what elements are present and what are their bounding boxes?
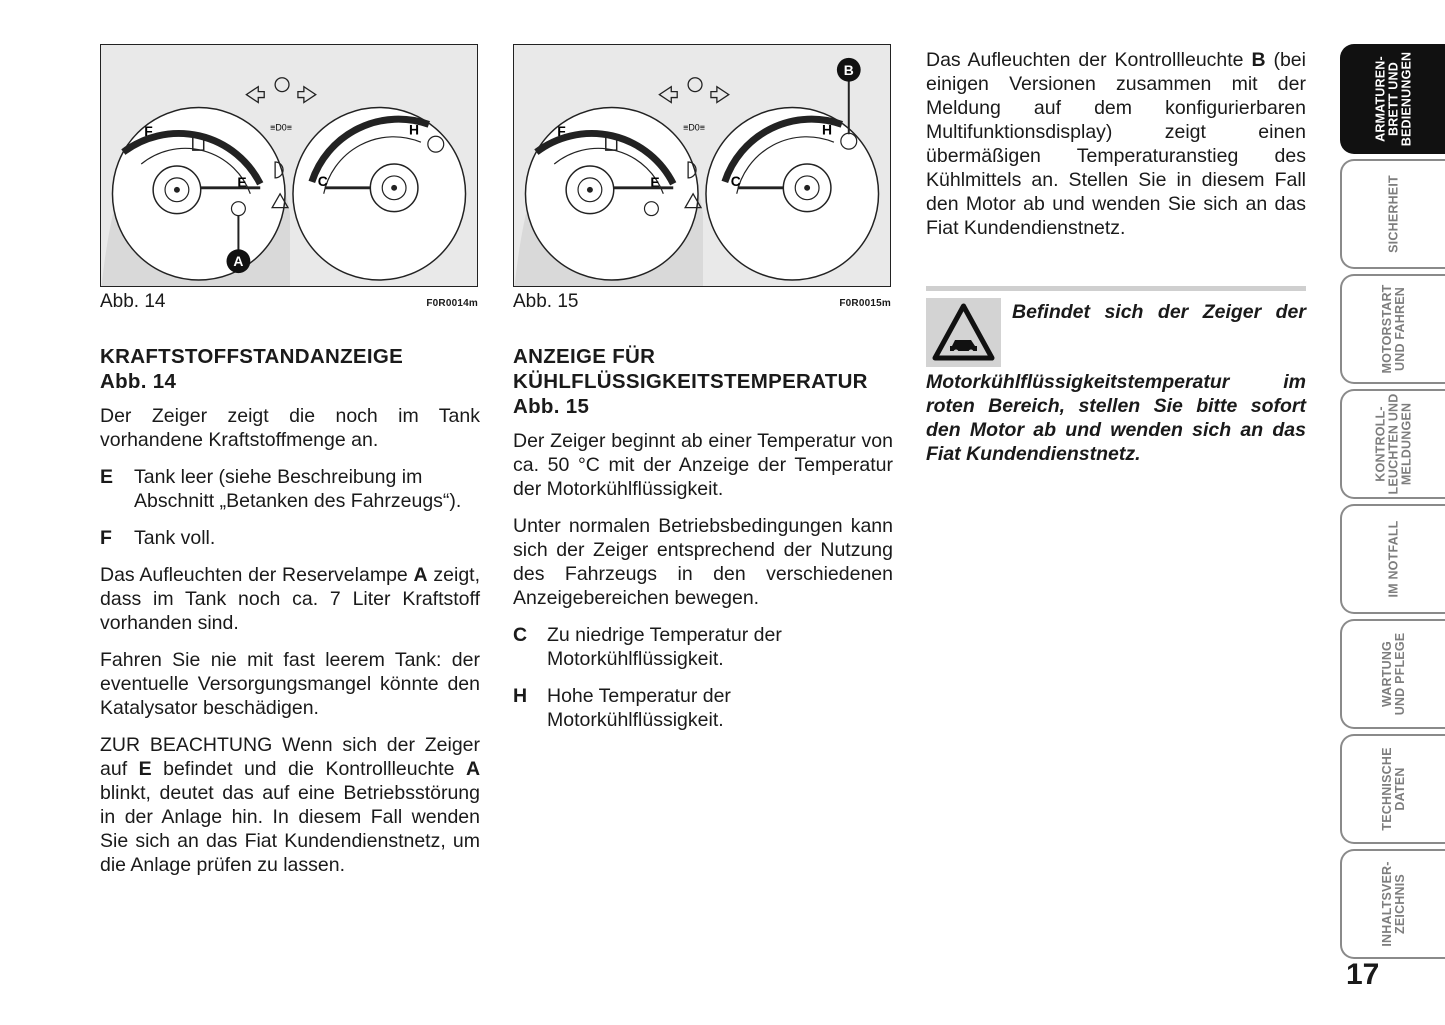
figure-caption [100,290,478,312]
left-arrow-icon [659,87,677,103]
paragraph: Der Zeiger zeigt die noch im Tank vorhandene Kraftstoffmenge an. [100,405,480,451]
section-heading: ANZEIGE FÜR KÜHLFLÜSSIGKEITSTEMPERATUR Abb. 15 [513,345,868,418]
svg-text:≡D0≡: ≡D0≡ [683,122,705,133]
reserve-warning-lamp [231,202,245,216]
tab-motorstart[interactable]: MOTORSTART UND FAHREN [1340,274,1445,384]
callout-a: A [233,253,244,270]
figure-code: F0R0014m [426,298,478,309]
note-paragraph: ZUR BEACHTUNG Wenn sich der Zeiger auf E befindet und die Kontrollleuchte A blinkt, deutet das auf eine Betriebsstörung in der Anlage hin. In diesem Fall wenden Sie sich an das Fiat Kundendienstnetz, um die Anlage prüfen zu lassen. [100,734,481,876]
section-heading: KRAFTSTOFFSTANDANZEIGE Abb. 14 [100,345,404,393]
paragraph: Fahren Sie nie mit fast leerem Tank: der eventuelle Versorgungsmangel könnte den Katalysator beschädigen. [100,649,480,719]
section-fuel [100,344,480,890]
temp-cold-mark: C [317,172,328,189]
temp-hot-mark: H [822,121,833,138]
right-arrow-icon [711,87,729,103]
right-arrow-icon [298,87,316,103]
figure-label: Abb. 14 [100,291,166,312]
coolant-warning-lamp [841,133,857,149]
fuel-full-mark: F [144,123,153,140]
tab-kontrollleuchten[interactable]: KONTROLL- LEUCHTEN UND MELDUNGEN [1340,389,1445,499]
list-item: C Zu niedrige Temperatur der Motorkühlflüssigkeit. [513,624,782,670]
section-temperature [513,344,893,745]
svg-text:≡D0≡: ≡D0≡ [270,122,292,133]
figure-temperature-gauge [513,44,891,287]
warning-text: Befindet sich der Zeiger der Motorkühlflüssigkeitstemperatur im roten Bereich, stellen Sie bitte sofort den Motor ab und wenden sich an das Fiat Kundendienstnetz. [926,301,1306,465]
tab-wartung[interactable]: WARTUNG UND PFLEGE [1340,619,1445,729]
figure-fuel-gauge [100,44,478,287]
list-item: E Tank leer (siehe Beschreibung im Abschnitt „Betanken des Fahrzeugs“). [100,466,462,512]
figure-label: Abb. 15 [513,291,579,312]
left-arrow-icon [246,87,264,103]
page-number: 17 [1346,958,1380,991]
temp-cold-mark: C [730,172,741,189]
divider [926,286,1306,291]
dashboard-illustration-temp [514,45,890,286]
list-item: H Hohe Temperatur der Motorkühlflüssigkeit. [513,685,731,731]
paragraph: Unter normalen Betriebsbedingungen kann sich der Zeiger entsprechend der Nutzung des Fahrzeugs in den verschiedenen Anzeigebereichen bewegen. [513,515,893,609]
light-icon [688,78,702,92]
tab-armaturenbrett[interactable]: ARMATUREN- BRETT UND BEDIENUNGEN [1340,44,1445,154]
figure-code: F0R0015m [839,298,891,309]
list-item: F Tank voll. [100,527,216,549]
tab-im-notfall[interactable]: IM NOTFALL [1340,504,1445,614]
figure-caption [513,290,891,312]
paragraph: Das Aufleuchten der Kontrollleuchte B (bei einigen Versionen zusammen mit der Meldung auf dem konfigurierbaren Multifunktionsdisplay) zeigt einen übermäßigen Temperaturanstieg des Kühlmittels an. Stellen Sie in diesem Fall den Motor ab und wenden Sie sich an das Fiat Kundendienstnetz. [926,49,1306,239]
temp-hot-mark: H [409,121,420,138]
callout-b: B [843,61,854,78]
tab-sicherheit[interactable]: SICHERHEIT [1340,159,1445,269]
tab-inhaltsverzeichnis[interactable]: INHALTSVER- ZEICHNIS [1340,849,1445,959]
tab-technische-daten[interactable]: TECHNISCHE DATEN [1340,734,1445,844]
paragraph: Das Aufleuchten der Reservelampe A zeigt, dass im Tank noch ca. 7 Liter Kraftstoff vorhanden sind. [100,564,481,634]
fuel-empty-mark: E [237,173,247,190]
section-coolant-lamp [926,48,1306,253]
dashboard-illustration-fuel [101,45,477,286]
light-icon [275,78,289,92]
fuel-empty-mark: E [650,173,660,190]
fuel-full-mark: F [557,123,566,140]
paragraph: Der Zeiger beginnt ab einer Temperatur von ca. 50 °C mit der Anzeige der Temperatur der Motorkühlflüssigkeit. [513,430,893,500]
